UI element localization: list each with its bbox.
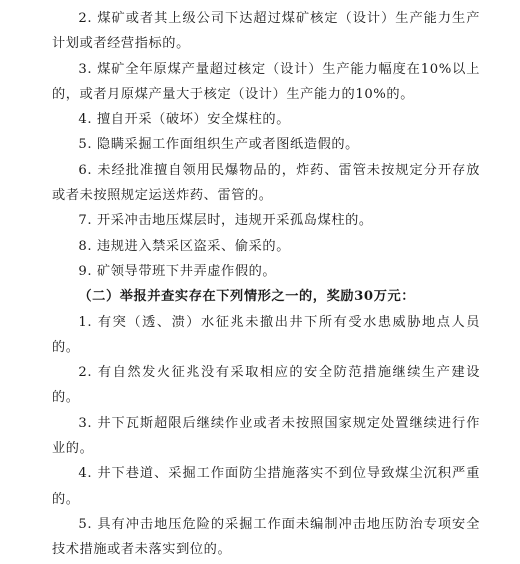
paragraph-item-5: 5. 隐瞒采掘工作面组织生产或者图纸造假的。 <box>78 137 359 153</box>
paragraph-item-8: 8. 违规进入禁采区盗采、偷采的。 <box>78 238 290 254</box>
paragraph-item-4: 4. 擅自开采（破坏）安全煤柱的。 <box>78 112 290 128</box>
paragraph-item-7: 7. 开采冲击地压煤层时，违规开采孤岛煤柱的。 <box>78 213 373 229</box>
paragraph-s2-item-3: 3. 井下瓦斯超限后继续作业或者未按照国家规定处置继续进行作业的。 <box>52 415 480 457</box>
section-heading: （二）举报并查实存在下列情形之一的，奖励30万元： <box>78 289 416 305</box>
paragraph-item-2: 2. 煤矿或者其上级公司下达超过煤矿核定（设计）生产能力生产计划或者经营指标的。 <box>52 11 480 52</box>
paragraph-s2-item-4: 4. 井下巷道、采掘工作面防尘措施落实不到位导致煤尘沉积严重的。 <box>52 466 480 507</box>
paragraph-s2-item-2: 2. 有自然发火征兆没有采取相应的安全防范措施继续生产建设的。 <box>52 365 480 406</box>
paragraph-item-3: 3. 煤矿全年原煤产量超过核定（设计）生产能力幅度在10%以上的，或者月原煤产量大于核定（设计）生产能力的10%的。 <box>52 61 480 102</box>
paragraph-s2-item-5: 5. 具有冲击地压危险的采掘工作面未编制冲击地压防治专项安全技术措施或者未落实到位的。 <box>52 516 480 558</box>
paragraph-item-6: 6. 未经批准擅自领用民爆物品的，炸药、雷管未按规定分开存放或者未按照规定运送炸药、雷管的。 <box>52 162 480 204</box>
paragraph-item-9: 9. 矿领导带班下井弄虚作假的。 <box>78 263 277 279</box>
paragraph-s2-item-1: 1. 有突（透、溃）水征兆未撤出井下所有受水患威胁地点人员的。 <box>52 314 480 355</box>
